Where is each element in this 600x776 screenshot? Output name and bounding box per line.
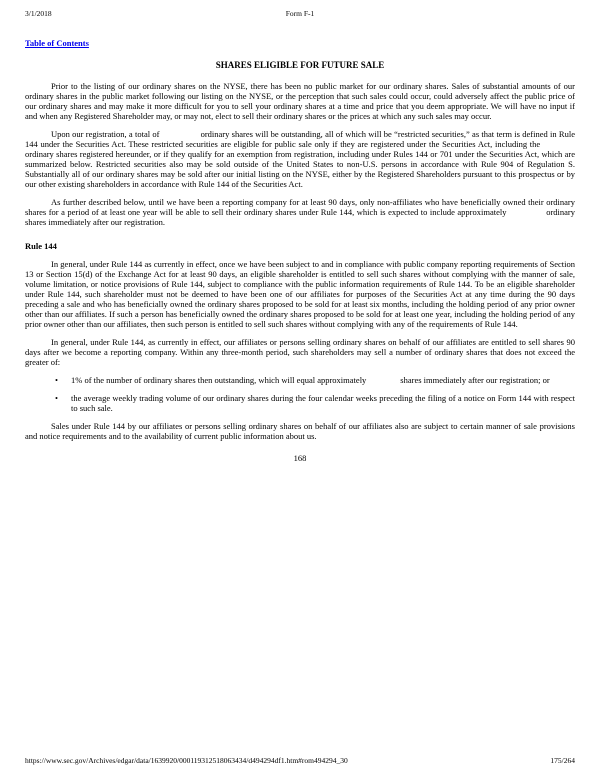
form-title: Form F-1	[285, 9, 315, 18]
footer-page-indicator: 175/264	[550, 756, 575, 766]
paragraph-1: Prior to the listing of our ordinary shares on the NYSE, there has been no public market for our ordinary shares. Sales of substantial amounts of our ordinary shares in the public market following our listing on the NYSE, or the perception that such sales could occur, could adversely affect the public price of our ordinary shares and may make it more difficult for you to sell your ordinary shares at a time and price that you deem appropriate. We will have no input if and when any Registered Shareholder may, or may not, elect to sell their ordinary shares or the prices at which any such sales may occur.	[25, 80, 575, 121]
paragraph-4: In general, under Rule 144 as currently in effect, once we have been subject to and in compliance with public company reporting requirements of Section 13 or Section 15(d) of the Exchange Act for at least 90 days, an eligible shareholder is entitled to sell such shares without complying with the manner of sale, volume limitation, or notice provisions of Rule 144, subject to compliance with the public information requirements of Rule 144. To be an eligible shareholder under Rule 144, such shareholder must not be deemed to have been one of our affiliates for purposes of the Securities Act at any time during the 90 days preceding a sale and who has beneficially owned the ordinary shares proposed to be sold for at least six months, including the holding period of any prior owner other than our affiliates. If such a person has beneficially owned the ordinary shares proposed to be sold for at least one year, including the holding period of any prior owner other than our affiliates, then such person is entitled to sell such shares without complying with any of the requirements of Rule 144.	[25, 258, 575, 329]
rule-144-heading: Rule 144	[25, 240, 57, 251]
bullet-icon: •	[55, 393, 58, 404]
bullet-item-1	[25, 375, 575, 385]
section-title: SHARES ELIGIBLE FOR FUTURE SALE	[215, 60, 385, 71]
bullet-item-2	[25, 393, 575, 413]
footer-url: https://www.sec.gov/Archives/edgar/data/1639920/000119312518063434/d494294df1.htm#rom494294_30	[25, 756, 348, 766]
paragraph-5: In general, under Rule 144, as currently in effect, our affiliates or persons selling ordinary shares on behalf of our affiliates are entitled to sell shares 90 days after we become a reporting company. Within any three-month period, such shareholders may sell a number of ordinary shares that does not exceed the greater of:	[25, 336, 575, 367]
page-number: 168	[293, 453, 307, 464]
bullet-item-1-text: 1% of the number of ordinary shares then outstanding, which will equal approximately shares immediately after our registration; or	[71, 375, 550, 385]
print-footer	[25, 757, 575, 766]
paragraph-6: Sales under Rule 144 by our affiliates or persons selling ordinary shares on behalf of our affiliates also are subject to certain manner of sale provisions and notice requirements and to the availability of current public information about us.	[25, 421, 575, 442]
paragraph-3: As further described below, until we have been a reporting company for at least 90 days, only non-affiliates who have beneficially owned their ordinary shares for a period of at least one year will be able to sell their ordinary shares under Rule 144, which is expected to include approximately ordinary shares immediately after our registration.	[25, 196, 575, 227]
paragraph-2: Upon our registration, a total of ordinary shares will be outstanding, all of which will be “restricted securities,” as that term is defined in Rule 144 under the Securities Act. These restricted securities are eligible for public sale only if they are registered under the Securities Act, including the ordinary shares registered hereunder, or if they qualify for an exemption from registration, including under Rules 144 or 701 under the Securities Act, which are summarized below. Restricted securities also may be sold outside of the United States to non-U.S. persons in accordance with Rule 904 of Regulation S. Substantially all of our ordinary shares may be sold after our initial listing on the NYSE, either by the Registered Shareholders pursuant to this prospectus or by our other existing shareholders in accordance with Rule 144 of the Securities Act.	[25, 128, 575, 189]
bullet-item-2-text: the average weekly trading volume of our ordinary shares during the four calendar weeks preceding the filing of a notice on Form 144 with respect to such sale.	[71, 393, 575, 414]
table-of-contents-link[interactable]: Table of Contents	[25, 38, 89, 48]
print-date: 3/1/2018	[25, 9, 52, 18]
print-header	[25, 10, 575, 22]
document-content	[25, 38, 575, 463]
bullet-icon: •	[55, 375, 58, 385]
